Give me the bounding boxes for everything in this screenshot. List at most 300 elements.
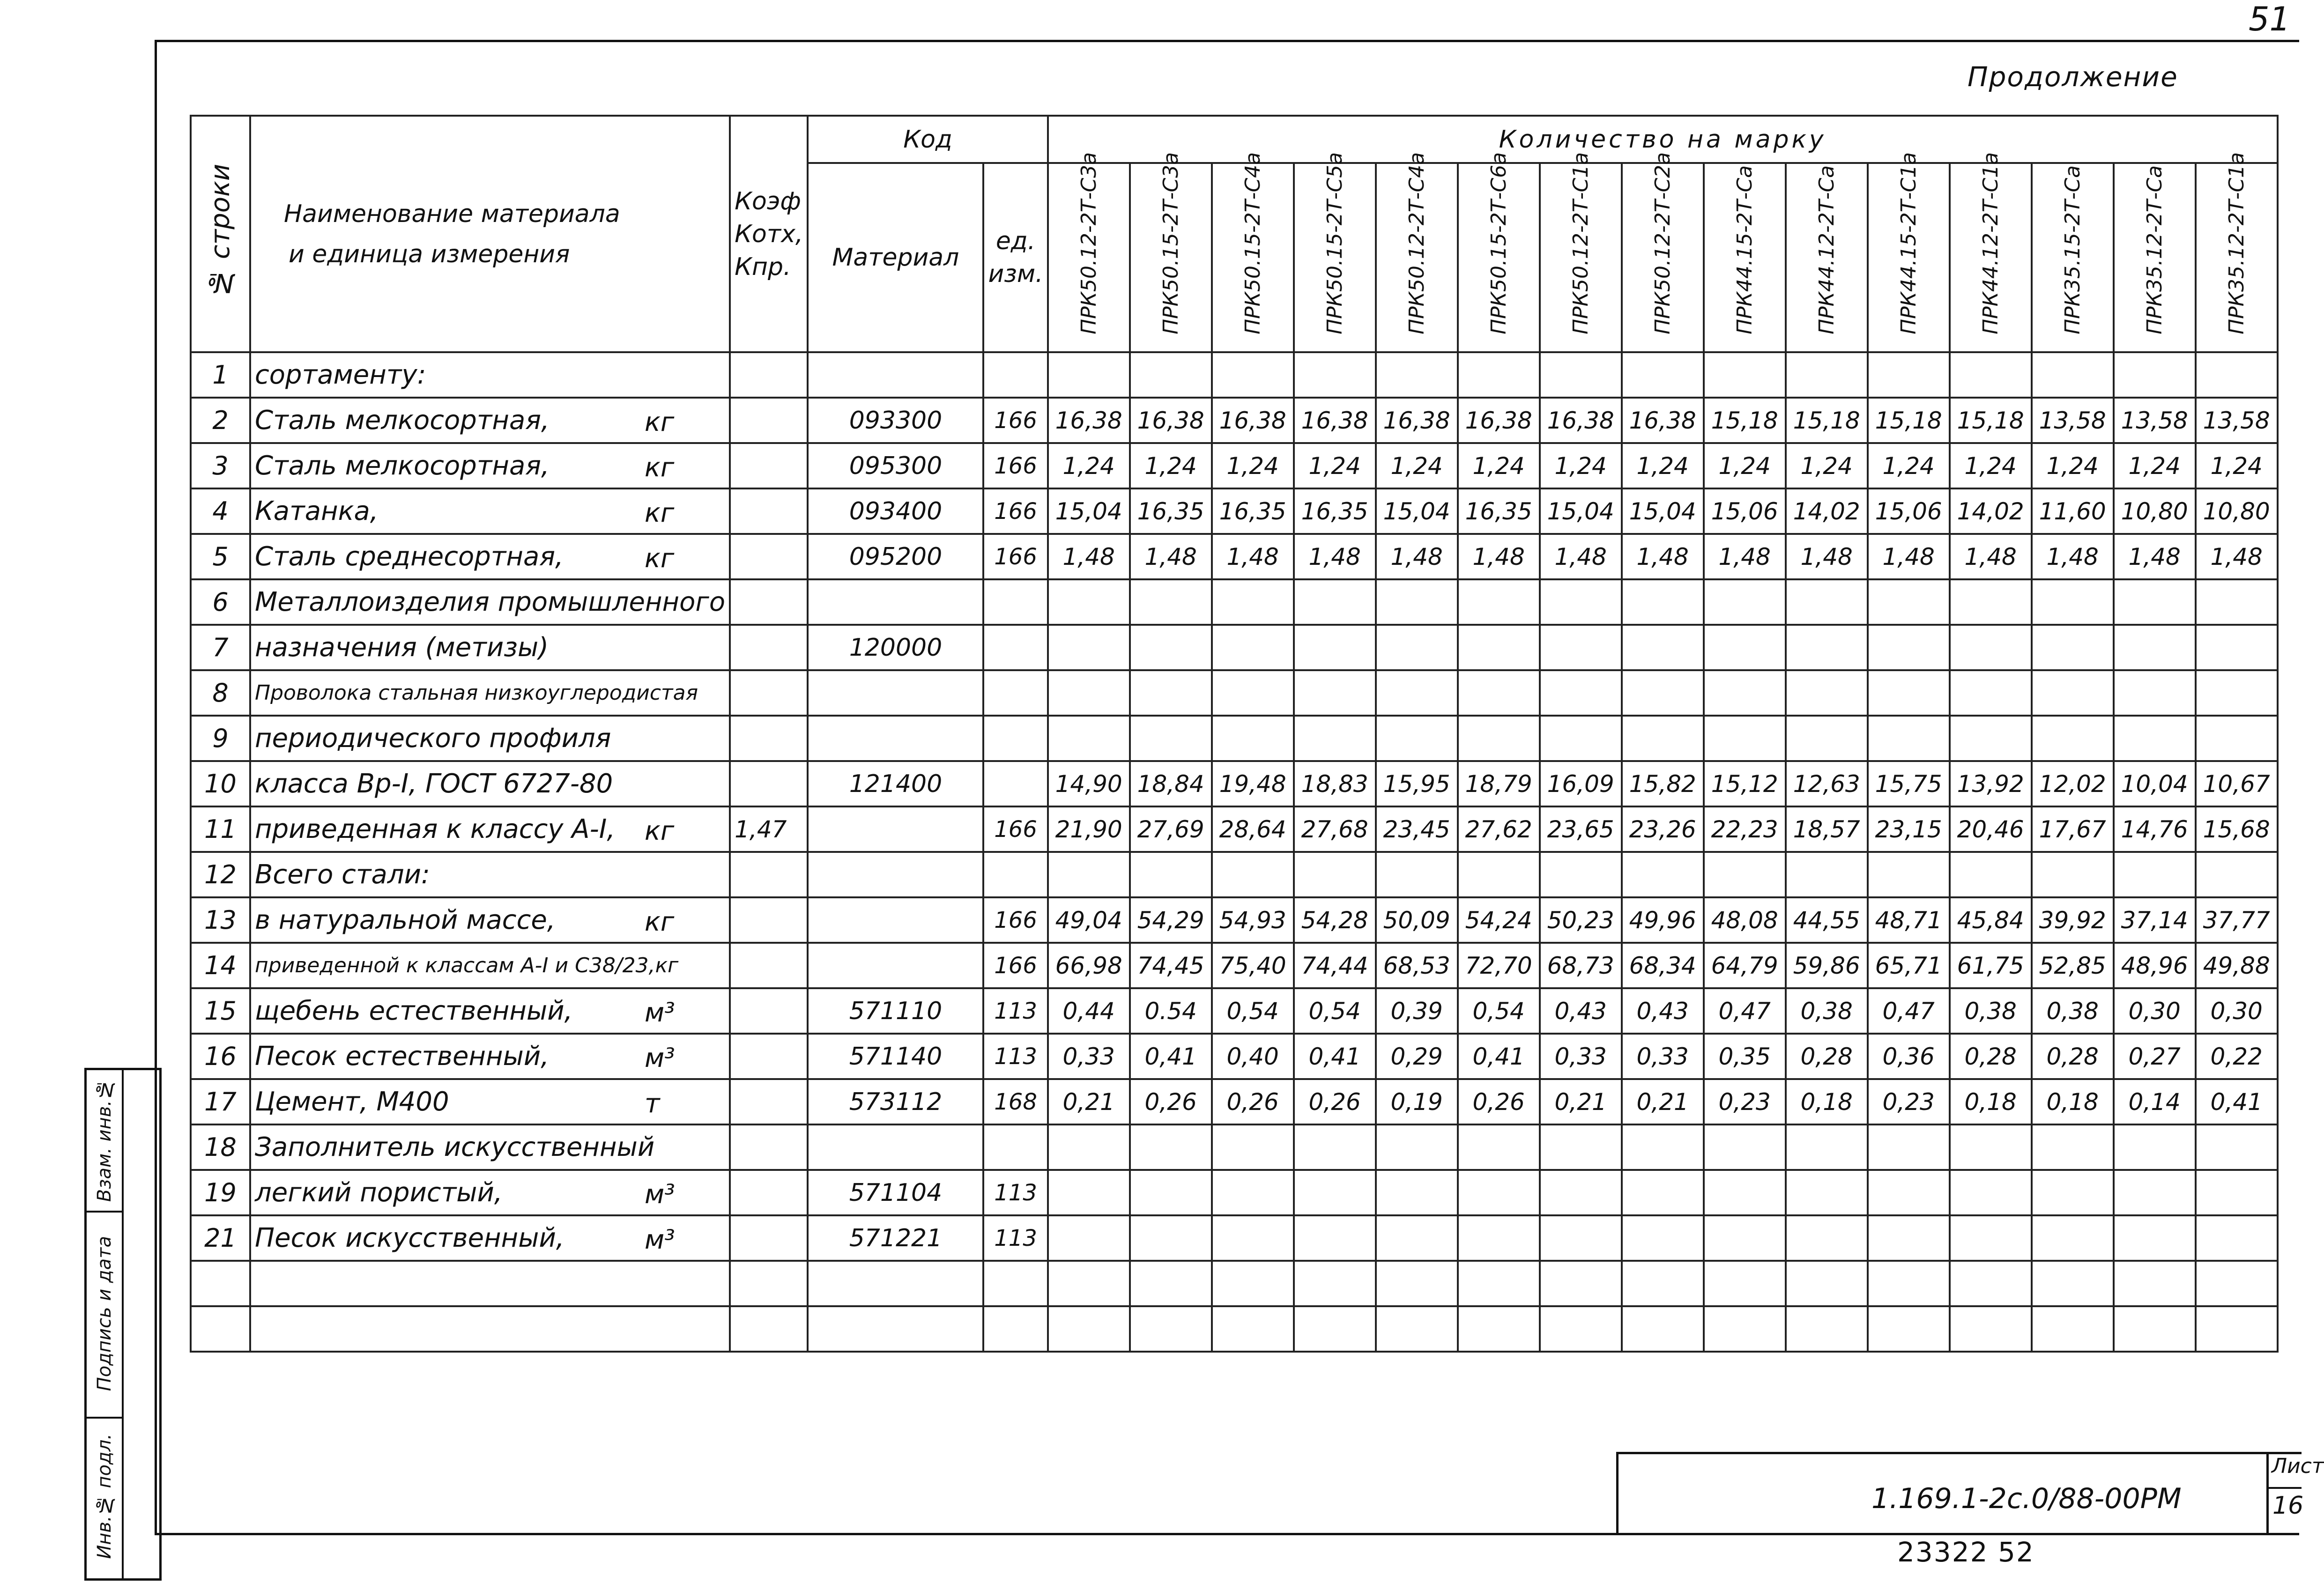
- quantity-cell: 1,24: [1458, 443, 1540, 488]
- quantity-cell: [1868, 1261, 1950, 1306]
- quantity-cell: [1458, 1306, 1540, 1352]
- quantity-cell: [2196, 1215, 2278, 1261]
- quantity-cell: 23,45: [1376, 806, 1458, 852]
- quantity-cell: [2196, 1124, 2278, 1170]
- quantity-cell: 0,36: [1868, 1034, 1950, 1079]
- quantity-cell: 75,40: [1212, 943, 1294, 988]
- quantity-cell: 10,04: [2114, 761, 2196, 806]
- row-number: 21: [191, 1215, 250, 1261]
- quantity-cell: 16,35: [1130, 488, 1212, 534]
- table-row: [191, 806, 2278, 852]
- sheet-number-cell: [2266, 1454, 2324, 1534]
- quantity-cell: [1130, 716, 1212, 761]
- inventory-number: 23322 52: [1897, 1536, 2034, 1568]
- quantity-cell: [1950, 352, 2032, 398]
- quantity-cell: 15,06: [1704, 488, 1786, 534]
- frame-top-border: [155, 40, 2299, 42]
- quantity-cell: [1048, 352, 1130, 398]
- sheet-label: Лист: [2272, 1454, 2324, 1478]
- quantity-cell: [1704, 1306, 1786, 1352]
- quantity-cell: 19,48: [1212, 761, 1294, 806]
- quantity-cell: [1376, 625, 1458, 670]
- quantity-cell: [1540, 352, 1622, 398]
- table-row: [191, 1215, 2278, 1261]
- quantity-cell: 14,02: [1950, 488, 2032, 534]
- quantity-cell: [1622, 625, 1704, 670]
- quantity-cell: [1376, 852, 1458, 897]
- quantity-cell: 16,38: [1130, 398, 1212, 443]
- quantity-cell: 15,06: [1868, 488, 1950, 534]
- row-number: 11: [191, 806, 250, 852]
- quantity-cell: [1950, 1124, 2032, 1170]
- quantity-cell: 44,55: [1786, 897, 1868, 943]
- quantity-cell: 10,80: [2196, 488, 2278, 534]
- quantity-cell: [2032, 625, 2114, 670]
- quantity-cell: [1048, 670, 1130, 716]
- quantity-cell: 15,68: [2196, 806, 2278, 852]
- header-brand: ПРК44.15-2Т-С1а: [1868, 163, 1950, 352]
- quantity-cell: [1458, 1261, 1540, 1306]
- coefficient: [730, 488, 808, 534]
- quantity-cell: 27,69: [1130, 806, 1212, 852]
- header-coefficient: Коэф Котх, Кпр.: [730, 116, 808, 352]
- material-code: 571104: [808, 1170, 983, 1215]
- material-name-text: класса Вр-I, ГОСТ 6727-80: [255, 769, 613, 799]
- quantity-cell: 12,63: [1786, 761, 1868, 806]
- quantity-cell: 1,48: [2032, 534, 2114, 579]
- quantity-cell: 0,41: [1130, 1034, 1212, 1079]
- quantity-cell: [1950, 1215, 2032, 1261]
- quantity-cell: 22,23: [1704, 806, 1786, 852]
- material-unit-text: кг: [645, 407, 675, 437]
- table-row: [191, 352, 2278, 398]
- header-brand: ПРК50.12-2Т-С4а: [1376, 163, 1458, 352]
- material-name-text: Цемент, М400: [255, 1087, 449, 1117]
- header-brand: ПРК50.15-2Т-С3а: [1130, 163, 1212, 352]
- quantity-cell: [1868, 1306, 1950, 1352]
- material-code: [808, 897, 983, 943]
- quantity-cell: [1294, 1261, 1376, 1306]
- table-row: [191, 1261, 2278, 1306]
- unit-code: [983, 670, 1047, 716]
- material-name: [250, 1306, 730, 1352]
- quantity-cell: [2032, 1261, 2114, 1306]
- material-code: [808, 1306, 983, 1352]
- quantity-cell: 48,08: [1704, 897, 1786, 943]
- row-number: 1: [191, 352, 250, 398]
- quantity-cell: 1,48: [1950, 534, 2032, 579]
- quantity-cell: 15,82: [1622, 761, 1704, 806]
- quantity-cell: 1,24: [1868, 443, 1950, 488]
- quantity-cell: [2114, 352, 2196, 398]
- quantity-cell: [2032, 352, 2114, 398]
- coefficient: [730, 670, 808, 716]
- side-approval-stamp: [84, 1068, 162, 1581]
- quantity-cell: 37,14: [2114, 897, 2196, 943]
- quantity-cell: [1048, 1170, 1130, 1215]
- quantity-cell: [1622, 1170, 1704, 1215]
- material-name-text: Сталь среднесортная,: [255, 541, 564, 572]
- quantity-cell: [1786, 716, 1868, 761]
- material-code: 573112: [808, 1079, 983, 1124]
- quantity-cell: 0,41: [1294, 1034, 1376, 1079]
- quantity-cell: [1786, 1124, 1868, 1170]
- quantity-cell: [1786, 1215, 1868, 1261]
- material-code: 093400: [808, 488, 983, 534]
- quantity-cell: [1130, 852, 1212, 897]
- unit-code: 113: [983, 1215, 1047, 1261]
- table-row: [191, 1170, 2278, 1215]
- quantity-cell: [1704, 1261, 1786, 1306]
- quantity-cell: 0,41: [1458, 1034, 1540, 1079]
- material-unit-text: м³: [645, 1225, 675, 1255]
- quantity-cell: 0,22: [2196, 1034, 2278, 1079]
- quantity-cell: [1294, 716, 1376, 761]
- quantity-cell: 18,79: [1458, 761, 1540, 806]
- row-number: 12: [191, 852, 250, 897]
- material-unit-text: кг: [645, 816, 675, 846]
- quantity-cell: [1048, 1261, 1130, 1306]
- quantity-cell: [1950, 1306, 2032, 1352]
- quantity-cell: [1130, 352, 1212, 398]
- quantity-cell: [1294, 852, 1376, 897]
- quantity-cell: 0,54: [1458, 988, 1540, 1034]
- quantity-cell: 54,24: [1458, 897, 1540, 943]
- row-number: 6: [191, 579, 250, 625]
- table-row: [191, 1306, 2278, 1352]
- quantity-cell: 15,18: [1786, 398, 1868, 443]
- unit-code: 168: [983, 1079, 1047, 1124]
- quantity-cell: 27,68: [1294, 806, 1376, 852]
- row-number: 3: [191, 443, 250, 488]
- quantity-cell: [1376, 716, 1458, 761]
- unit-code: [983, 852, 1047, 897]
- quantity-cell: [1868, 579, 1950, 625]
- unit-code: 166: [983, 806, 1047, 852]
- unit-code: 166: [983, 443, 1047, 488]
- material-name-text: Катанка,: [255, 496, 379, 526]
- side-stamp-replacement: Взам. инв.№: [87, 1070, 122, 1213]
- material-unit-text: м³: [645, 1043, 675, 1073]
- quantity-cell: 0,28: [1786, 1034, 1868, 1079]
- coefficient: [730, 398, 808, 443]
- quantity-cell: [1212, 1306, 1294, 1352]
- material-code: 121400: [808, 761, 983, 806]
- quantity-cell: 1,24: [1540, 443, 1622, 488]
- quantity-cell: 1,24: [1376, 443, 1458, 488]
- header-brand: ПРК35.12-2Т-С1а: [2196, 163, 2278, 352]
- quantity-cell: [1212, 852, 1294, 897]
- quantity-cell: [1540, 579, 1622, 625]
- row-number: 19: [191, 1170, 250, 1215]
- quantity-cell: [1376, 1306, 1458, 1352]
- material-name-text: Сталь мелкосортная,: [255, 405, 549, 436]
- material-name-text: приведенная к классу А-I,: [255, 814, 616, 844]
- material-code: [808, 579, 983, 625]
- quantity-cell: 49,04: [1048, 897, 1130, 943]
- quantity-cell: [1622, 716, 1704, 761]
- quantity-cell: 0,18: [1786, 1079, 1868, 1124]
- quantity-cell: 1,48: [2114, 534, 2196, 579]
- quantity-cell: [2196, 625, 2278, 670]
- table-row: [191, 1079, 2278, 1124]
- quantity-cell: [1540, 716, 1622, 761]
- coefficient: [730, 1215, 808, 1261]
- material-code: [808, 352, 983, 398]
- continuation-label: Продолжение: [1968, 61, 2178, 93]
- table-row: [191, 988, 2278, 1034]
- quantity-cell: 28,64: [1212, 806, 1294, 852]
- quantity-cell: [2114, 716, 2196, 761]
- quantity-cell: [1376, 1261, 1458, 1306]
- quantity-cell: [1458, 1215, 1540, 1261]
- quantity-cell: [2114, 625, 2196, 670]
- material-name-text: приведенной к классам А-I и С38/23,кг: [255, 954, 679, 977]
- material-unit-text: м³: [645, 1179, 675, 1210]
- material-name-text: Песок искусственный,: [255, 1223, 564, 1253]
- quantity-cell: 0,30: [2114, 988, 2196, 1034]
- material-name: [250, 761, 730, 806]
- quantity-cell: [1868, 1215, 1950, 1261]
- quantity-cell: [1540, 1306, 1622, 1352]
- quantity-cell: [1704, 1124, 1786, 1170]
- quantity-cell: 0,14: [2114, 1079, 2196, 1124]
- quantity-cell: 23,26: [1622, 806, 1704, 852]
- quantity-cell: 15,04: [1540, 488, 1622, 534]
- material-code: [808, 670, 983, 716]
- quantity-cell: [1704, 625, 1786, 670]
- quantity-cell: [1458, 579, 1540, 625]
- quantity-cell: 0,18: [1950, 1079, 2032, 1124]
- quantity-cell: [1212, 579, 1294, 625]
- quantity-cell: [1458, 625, 1540, 670]
- quantity-cell: [1294, 352, 1376, 398]
- material-name-text: Металлоизделия промышленного: [255, 587, 726, 617]
- quantity-cell: [1212, 1170, 1294, 1215]
- quantity-cell: 0,29: [1376, 1034, 1458, 1079]
- material-name: [250, 988, 730, 1034]
- quantity-cell: 0,54: [1294, 988, 1376, 1034]
- quantity-cell: 0,30: [2196, 988, 2278, 1034]
- quantity-cell: [1130, 1261, 1212, 1306]
- material-name-text: Сталь мелкосортная,: [255, 451, 549, 481]
- quantity-cell: [1130, 670, 1212, 716]
- header-brand: ПРК35.15-2Т-Са: [2032, 163, 2114, 352]
- material-name: [250, 579, 730, 625]
- table-row: [191, 534, 2278, 579]
- coefficient: [730, 443, 808, 488]
- quantity-cell: 14,76: [2114, 806, 2196, 852]
- header-brand: ПРК44.15-2Т-Са: [1704, 163, 1786, 352]
- material-unit-text: м³: [645, 998, 675, 1028]
- quantity-cell: 15,75: [1868, 761, 1950, 806]
- quantity-cell: 16,38: [1540, 398, 1622, 443]
- quantity-cell: 23,65: [1540, 806, 1622, 852]
- coefficient: [730, 1034, 808, 1079]
- material-unit-text: кг: [645, 907, 675, 937]
- quantity-cell: [2196, 852, 2278, 897]
- quantity-cell: [2032, 1124, 2114, 1170]
- header-brand: ПРК50.15-2Т-С6а: [1458, 163, 1540, 352]
- quantity-cell: 1,48: [1130, 534, 1212, 579]
- quantity-cell: 68,34: [1622, 943, 1704, 988]
- unit-code: 166: [983, 534, 1047, 579]
- material-name: [250, 716, 730, 761]
- quantity-cell: 74,44: [1294, 943, 1376, 988]
- quantity-cell: [1868, 625, 1950, 670]
- quantity-cell: [1786, 670, 1868, 716]
- quantity-cell: [1458, 1124, 1540, 1170]
- quantity-cell: 18,57: [1786, 806, 1868, 852]
- quantity-cell: [2032, 716, 2114, 761]
- quantity-cell: 0,38: [2032, 988, 2114, 1034]
- quantity-cell: [1458, 352, 1540, 398]
- quantity-cell: [2114, 1215, 2196, 1261]
- quantity-cell: 64,79: [1704, 943, 1786, 988]
- quantity-cell: 0,54: [1212, 988, 1294, 1034]
- document-code: 1.169.1-2с.0/88-00РМ: [1871, 1482, 2182, 1515]
- quantity-cell: 37,77: [2196, 897, 2278, 943]
- coefficient: [730, 1306, 808, 1352]
- material-code: [808, 716, 983, 761]
- header-brand: ПРК44.12-2Т-С1а: [1950, 163, 2032, 352]
- material-code: [808, 943, 983, 988]
- quantity-cell: 72,70: [1458, 943, 1540, 988]
- row-number: 13: [191, 897, 250, 943]
- quantity-cell: 16,38: [1376, 398, 1458, 443]
- quantity-cell: [1212, 352, 1294, 398]
- header-brand: ПРК50.15-2Т-С5а: [1294, 163, 1376, 352]
- quantity-cell: [1130, 579, 1212, 625]
- material-name-text: периодического профиля: [255, 723, 611, 754]
- quantity-cell: [1622, 1306, 1704, 1352]
- quantity-cell: [2032, 1215, 2114, 1261]
- unit-code: 166: [983, 488, 1047, 534]
- quantity-cell: [1622, 352, 1704, 398]
- material-name-text: в натуральной массе,: [255, 905, 556, 935]
- unit-code: 113: [983, 988, 1047, 1034]
- quantity-cell: 13,58: [2032, 398, 2114, 443]
- material-code: 571221: [808, 1215, 983, 1261]
- quantity-cell: 0,27: [2114, 1034, 2196, 1079]
- coefficient: [730, 1079, 808, 1124]
- material-name: [250, 625, 730, 670]
- material-name-text: Заполнитель искусственный: [255, 1132, 655, 1162]
- quantity-cell: [2114, 1306, 2196, 1352]
- row-number: 16: [191, 1034, 250, 1079]
- quantity-cell: [1786, 852, 1868, 897]
- quantity-cell: [1540, 852, 1622, 897]
- quantity-cell: 11,60: [2032, 488, 2114, 534]
- quantity-cell: [1704, 670, 1786, 716]
- side-stamp-original: Инв.№ подл.: [93, 1434, 115, 1559]
- row-number: 14: [191, 943, 250, 988]
- quantity-cell: [2114, 579, 2196, 625]
- material-code: [808, 806, 983, 852]
- quantity-cell: 1,48: [2196, 534, 2278, 579]
- sheet-number: 16: [2272, 1492, 2304, 1520]
- row-number: [191, 1261, 250, 1306]
- quantity-cell: [1130, 625, 1212, 670]
- quantity-cell: 0,43: [1622, 988, 1704, 1034]
- table-row: [191, 443, 2278, 488]
- quantity-cell: [1376, 670, 1458, 716]
- quantity-cell: 68,53: [1376, 943, 1458, 988]
- quantity-cell: [1294, 1306, 1376, 1352]
- quantity-cell: 50,09: [1376, 897, 1458, 943]
- quantity-cell: [1048, 1306, 1130, 1352]
- quantity-cell: 14,90: [1048, 761, 1130, 806]
- material-name: [250, 443, 730, 488]
- header-code: Код: [808, 116, 1047, 163]
- quantity-cell: [2032, 579, 2114, 625]
- quantity-cell: [1376, 1170, 1458, 1215]
- quantity-cell: 0,23: [1704, 1079, 1786, 1124]
- quantity-cell: [1868, 852, 1950, 897]
- quantity-cell: [1294, 1215, 1376, 1261]
- quantity-cell: [1704, 352, 1786, 398]
- quantity-cell: 39,92: [2032, 897, 2114, 943]
- quantity-cell: 15,18: [1704, 398, 1786, 443]
- quantity-cell: 0,47: [1868, 988, 1950, 1034]
- quantity-cell: 1,48: [1294, 534, 1376, 579]
- quantity-cell: [1048, 579, 1130, 625]
- quantity-cell: [1212, 1215, 1294, 1261]
- quantity-cell: [1458, 1170, 1540, 1215]
- quantity-cell: 0,28: [2032, 1034, 2114, 1079]
- unit-code: 113: [983, 1034, 1047, 1079]
- row-number: 18: [191, 1124, 250, 1170]
- quantity-cell: [1212, 625, 1294, 670]
- quantity-cell: [1376, 1215, 1458, 1261]
- side-stamp-signature: Подпись и дата: [87, 1211, 122, 1419]
- quantity-cell: 0,39: [1376, 988, 1458, 1034]
- quantity-cell: [1540, 1124, 1622, 1170]
- quantity-cell: 1,48: [1212, 534, 1294, 579]
- material-unit-text: кг: [645, 543, 675, 574]
- quantity-cell: 10,80: [2114, 488, 2196, 534]
- quantity-cell: [1868, 716, 1950, 761]
- quantity-cell: 0,33: [1540, 1034, 1622, 1079]
- quantity-cell: [1458, 716, 1540, 761]
- quantity-cell: 15,18: [1868, 398, 1950, 443]
- quantity-cell: [1376, 579, 1458, 625]
- quantity-cell: [1130, 1124, 1212, 1170]
- quantity-cell: 48,96: [2114, 943, 2196, 988]
- quantity-cell: [1622, 1215, 1704, 1261]
- quantity-cell: 1,48: [1704, 534, 1786, 579]
- material-name: [250, 670, 730, 716]
- header-row-top: [191, 116, 2278, 163]
- materials-table: [190, 115, 2279, 1353]
- quantity-cell: 1,24: [1704, 443, 1786, 488]
- quantity-cell: 1,24: [1786, 443, 1868, 488]
- quantity-cell: 68,73: [1540, 943, 1622, 988]
- unit-code: [983, 352, 1047, 398]
- coefficient: [730, 1124, 808, 1170]
- quantity-cell: 1,24: [1048, 443, 1130, 488]
- quantity-cell: [1704, 1170, 1786, 1215]
- quantity-cell: 0,41: [2196, 1079, 2278, 1124]
- quantity-cell: [1622, 579, 1704, 625]
- header-brand: ПРК50.12-2Т-С2а: [1622, 163, 1704, 352]
- row-number: 5: [191, 534, 250, 579]
- quantity-cell: 0.54: [1130, 988, 1212, 1034]
- quantity-cell: 16,38: [1294, 398, 1376, 443]
- material-name: [250, 488, 730, 534]
- material-code: [808, 852, 983, 897]
- material-code: 571110: [808, 988, 983, 1034]
